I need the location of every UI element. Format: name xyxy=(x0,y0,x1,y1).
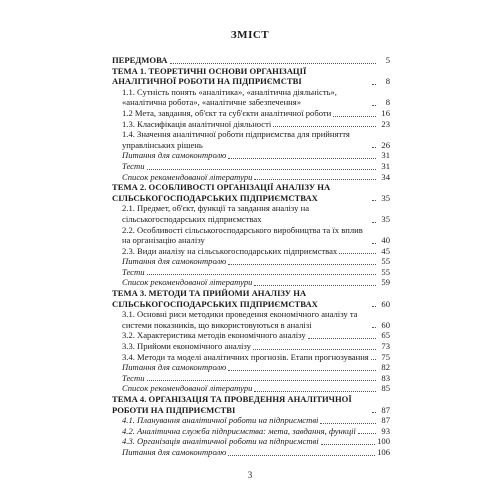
leader-dots xyxy=(147,169,377,170)
leader-dots xyxy=(170,63,376,64)
leader-dots xyxy=(228,455,375,456)
toc-entry xyxy=(112,436,390,447)
toc-entry-title: ТЕМА 4. ОРГАНІЗАЦІЯ ТА ПРОВЕДЕННЯ АНАЛІТИЧНОЇ РОБОТИ НА ПІДПРИЄМСТВІ xyxy=(112,394,352,415)
leader-dots xyxy=(339,253,376,254)
leader-dots xyxy=(333,116,376,117)
toc-entry-title: 3.4. Методи та моделі аналітичних прогнозів. Етапи прогнозування xyxy=(122,351,369,362)
toc-entry-title: 1.4. Значення аналітичної роботи підприємства для прийняття управлінських рішень xyxy=(122,129,350,150)
leader-dots xyxy=(321,444,375,445)
toc-entry-title: 2.1. Предмет, об'єкт, функції та завдання аналізу на сільськогосподарських підприємствах xyxy=(122,203,310,224)
toc-entry-title: Питання для самоконтролю xyxy=(122,256,227,267)
leader-dots xyxy=(273,126,376,127)
leader-dots xyxy=(372,200,376,201)
toc-entry-title: ТЕМА 1. ТЕОРЕТИЧНІ ОСНОВИ ОРГАНІЗАЦІЇ АНАЛІТИЧНОЇ РОБОТИ НА ПІДПРИЄМСТВІ xyxy=(112,65,307,87)
leader-dots xyxy=(308,338,376,339)
toc-entry-page: 34 xyxy=(381,171,390,182)
toc-chapter-entry xyxy=(112,66,390,87)
toc-chapter-entry xyxy=(112,394,390,415)
leader-dots xyxy=(254,285,376,286)
leader-dots xyxy=(254,391,376,392)
toc-chapter-entry xyxy=(112,288,390,309)
toc-entry xyxy=(112,246,390,257)
toc-entry-title: 3.2. Характеристика методів економічного аналізу xyxy=(122,330,306,341)
toc-entry-page: 82 xyxy=(381,362,390,373)
toc-entry-page: 60 xyxy=(381,298,390,309)
toc-entry xyxy=(112,256,390,267)
toc-entry xyxy=(112,277,390,288)
leader-dots xyxy=(372,105,376,106)
toc-entry-page: 26 xyxy=(381,139,390,150)
toc-entry-page: 5 xyxy=(385,55,390,65)
toc-entry-page: 93 xyxy=(381,425,390,436)
toc-entry-page: 87 xyxy=(381,404,390,415)
leader-dots xyxy=(372,222,376,223)
toc-entry-page: 65 xyxy=(381,330,390,341)
toc-entry-page: 59 xyxy=(381,277,390,288)
toc-entry-page: 83 xyxy=(381,372,390,383)
leader-dots xyxy=(147,274,377,275)
toc-entry-title: Питання для самоконтролю xyxy=(122,362,227,373)
page-title: ЗМІСТ xyxy=(230,29,270,41)
toc-entry-title: ПЕРЕДМОВА xyxy=(112,55,168,65)
toc-entry xyxy=(112,108,390,119)
toc-entry-title: ТЕМА 3. МЕТОДИ ТА ПРИЙОМИ АНАЛІЗУ НА СІЛЬСЬКОГОСПОДАРСЬКИХ ПІДПРИЄМСТВАХ xyxy=(112,288,318,309)
toc-chapter-entry xyxy=(112,182,390,203)
toc-entry xyxy=(112,161,390,172)
toc-entry-page: 8 xyxy=(385,97,390,108)
leader-dots xyxy=(372,306,376,307)
toc-entry-title: 4.3. Організація аналітичної роботи на підприємстві xyxy=(122,436,319,447)
toc-entry-title: 4.2. Аналітична служба підприємства: мета, завдання, функції xyxy=(122,425,356,436)
toc-entry-title: Список рекомендованої літератури xyxy=(122,277,253,288)
toc-entry-page: 23 xyxy=(381,118,390,129)
toc-entry-title: 1.2 Мета, завдання, об'єкт та суб'єкти аналітичної роботи xyxy=(122,107,332,118)
leader-dots xyxy=(254,179,376,180)
toc-entry-title: Питання для самоконтролю xyxy=(122,446,227,457)
toc-entry-page: 60 xyxy=(381,319,390,330)
toc-entry-title: 3.1. Основні риси методики проведення економічного аналізу та системи показників, що використовуються в аналізі xyxy=(122,309,358,330)
leader-dots xyxy=(372,147,376,148)
toc-entry xyxy=(112,362,390,373)
toc-entry-title: 3.3. Прийоми економічного аналізу xyxy=(122,341,251,352)
toc-entry xyxy=(112,309,390,330)
leader-dots xyxy=(228,158,376,159)
toc-entry-page: 40 xyxy=(381,235,390,246)
leader-dots xyxy=(358,433,376,434)
leader-dots xyxy=(371,359,376,360)
toc-entry-title: Питання для самоконтролю xyxy=(122,150,227,161)
toc-entry-page: 16 xyxy=(381,107,390,118)
toc-entry xyxy=(112,352,390,363)
toc-entry-page: 8 xyxy=(385,76,390,87)
leader-dots xyxy=(228,264,376,265)
toc-entry xyxy=(112,172,390,183)
toc-entry xyxy=(112,330,390,341)
toc-entry-page: 55 xyxy=(381,256,390,267)
table-of-contents xyxy=(112,55,390,458)
leader-dots xyxy=(372,84,376,85)
toc-chapter-entry xyxy=(112,55,390,66)
toc-entry-title: ТЕМА 2. ОСОБЛИВОСТІ ОРГАНІЗАЦІЇ АНАЛІЗУ НА СІЛЬСЬКОГОСПОДАРСЬКИХ ПІДПРИЄМСТВАХ xyxy=(112,182,331,203)
toc-entry-title: Тести xyxy=(122,372,145,383)
toc-entry-title: Список рекомендованої літератури xyxy=(122,383,253,394)
toc-entry xyxy=(112,119,390,130)
toc-entry xyxy=(112,87,390,108)
leader-dots xyxy=(253,349,376,350)
toc-entry xyxy=(112,415,390,426)
toc-entry-page: 106 xyxy=(377,446,390,457)
leader-dots xyxy=(228,370,376,371)
leader-dots xyxy=(372,243,376,244)
toc-entry-page: 85 xyxy=(381,383,390,394)
toc-entry xyxy=(112,150,390,161)
toc-entry-page: 35 xyxy=(381,192,390,203)
toc-entry xyxy=(112,373,390,384)
toc-entry xyxy=(112,225,390,246)
toc-entry xyxy=(112,383,390,394)
toc-entry-title: Список рекомендованої літератури xyxy=(122,171,253,182)
leader-dots xyxy=(372,327,376,328)
toc-entry-page: 73 xyxy=(381,341,390,352)
toc-entry xyxy=(112,341,390,352)
leader-dots xyxy=(147,380,377,381)
toc-entry-title: 2.3. Види аналізу на сільськогосподарських підприємствах xyxy=(122,245,338,256)
toc-entry-title: 1.1. Сутність понять «аналітика», «аналітична діяльність», «аналітична робота», «аналітичне забезпечення» xyxy=(122,86,337,108)
toc-entry-page: 45 xyxy=(381,245,390,256)
leader-dots xyxy=(320,423,376,424)
leader-dots xyxy=(372,412,376,413)
toc-entry-page: 100 xyxy=(377,436,390,447)
toc-entry-title: 1.3. Класифікація аналітичної діяльності xyxy=(122,118,272,129)
toc-entry-title: Тести xyxy=(122,160,145,171)
toc-entry-page: 31 xyxy=(381,150,390,161)
toc-entry xyxy=(112,267,390,278)
toc-entry xyxy=(112,203,390,224)
toc-entry xyxy=(112,447,390,458)
toc-entry-page: 31 xyxy=(381,160,390,171)
toc-entry-title: 2.2. Особливості сільськогосподарського виробництва та їх вплив на організацію аналізу xyxy=(122,224,363,246)
toc-entry xyxy=(112,426,390,437)
toc-entry-title: 4.1. Планування аналітичної роботи на підприємстві xyxy=(122,415,319,426)
toc-entry-page: 35 xyxy=(381,213,390,224)
page-number: 3 xyxy=(247,470,253,480)
toc-entry-page: 55 xyxy=(381,266,390,277)
toc-entry-page: 75 xyxy=(381,351,390,362)
toc-entry xyxy=(112,129,390,150)
toc-entry-title: Тести xyxy=(122,266,145,277)
toc-entry-page: 87 xyxy=(381,415,390,426)
